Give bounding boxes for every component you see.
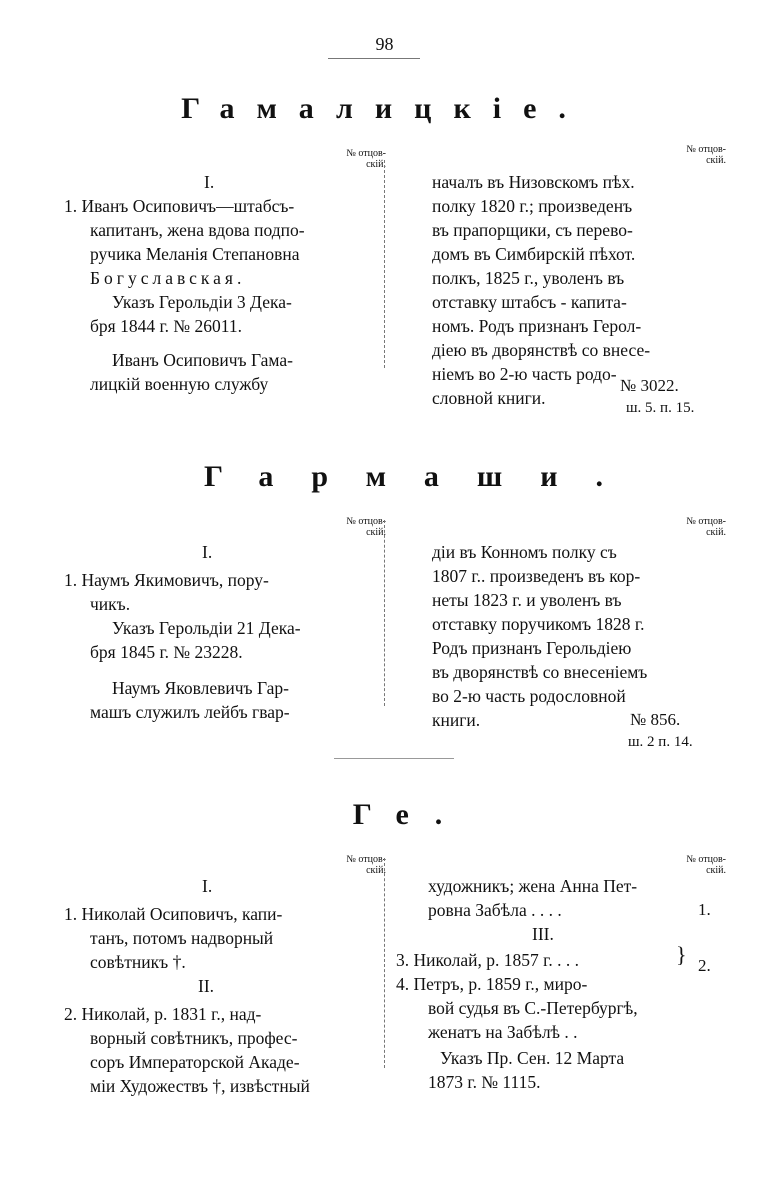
text-line: 2. Николай, р. 1831 г., над-: [64, 1004, 262, 1024]
column-marker-left: № отцов- скій.: [346, 148, 386, 170]
text-line: художникъ; жена Анна Пет-: [428, 876, 638, 896]
generation-label: I.: [204, 172, 215, 192]
text-line: соръ Императорской Акаде-: [90, 1052, 300, 1072]
text-line: 1873 г. № 1115.: [428, 1072, 541, 1092]
text-line: ніемъ во 2-ю часть родо-: [432, 364, 617, 384]
brace: }: [676, 942, 687, 967]
generation-label: I.: [202, 876, 213, 896]
generation-label: III.: [532, 924, 554, 944]
text-line: капитанъ, жена вдова подпо-: [90, 220, 305, 240]
text-line: 1. Наумъ Якимовичъ, пору-: [64, 570, 269, 590]
section-separator: [334, 758, 454, 759]
text-line: отставку штабсъ - капита-: [432, 292, 627, 312]
section-left-column: [64, 170, 374, 396]
shelf-reference: ш. 5. п. 15.: [626, 400, 695, 416]
text-line: въ прапорщики, съ перево-: [432, 220, 633, 240]
generation-label: I.: [202, 542, 213, 562]
text-line: въ дворянствѣ со внесеніемъ: [432, 662, 648, 682]
page-number-rule: [328, 58, 420, 59]
descent-number: 2.: [698, 956, 711, 975]
section-title-ge: Ге.: [352, 798, 469, 831]
text-line: діею въ дворянствѣ со внесе-: [432, 340, 651, 360]
section-left-column: [64, 540, 374, 724]
text-line: началъ въ Низовскомъ пѣх.: [432, 172, 635, 192]
column-marker-left: № отцов- скій.: [346, 854, 386, 876]
text-line: ровна Забѣла . . . .: [428, 900, 562, 920]
text-line: 1. Николай Осиповичъ, капи-: [64, 904, 283, 924]
text-line: домъ въ Симбирскій пѣхот.: [432, 244, 636, 264]
descent-number: 1.: [698, 900, 711, 919]
page-number: 98: [375, 34, 394, 54]
text-line: 4. Петръ, р. 1859 г., миро-: [396, 974, 588, 994]
column-marker-right: № отцов- скій.: [686, 144, 726, 166]
text-line: діи въ Конномъ полку съ: [432, 542, 617, 562]
column-marker-left: № отцов- скій.: [346, 516, 386, 538]
text-line: номъ. Родъ признанъ Герол-: [432, 316, 642, 336]
text-line: Иванъ Осиповичъ Гама-: [112, 350, 293, 370]
text-line: Богуславская.: [90, 268, 246, 288]
section-left-column: [64, 874, 374, 1098]
text-line: Указъ Герольдіи 21 Дека-: [112, 618, 301, 638]
text-line: отставку поручикомъ 1828 г.: [432, 614, 645, 634]
generation-label: II.: [198, 976, 215, 996]
text-line: Указъ Герольдіи 3 Дека-: [112, 292, 292, 312]
section-title-garmashi: Гармаши.: [203, 460, 642, 493]
text-line: совѣтникъ †.: [90, 952, 186, 972]
column-divider: [384, 520, 385, 706]
text-line: книги.: [432, 710, 481, 730]
text-line: міи Художествъ †, извѣстный: [90, 1076, 310, 1096]
column-divider: [384, 858, 385, 1068]
text-line: 3. Николай, р. 1857 г. . . .: [396, 950, 579, 970]
text-line: ворный совѣтникъ, профес-: [90, 1028, 298, 1048]
text-line: полкъ, 1825 г., уволенъ въ: [432, 268, 625, 288]
text-line: лицкій военную службу: [90, 374, 269, 394]
text-line: Наумъ Яковлевичъ Гар-: [112, 678, 289, 698]
text-line: танъ, потомъ надворный: [90, 928, 274, 948]
text-line: Указъ Пр. Сен. 12 Марта: [440, 1048, 625, 1068]
text-line: чикъ.: [90, 594, 131, 614]
column-divider: [384, 160, 385, 368]
text-line: женатъ на Забѣлѣ . .: [428, 1022, 578, 1042]
text-line: во 2-ю часть родословной: [432, 686, 626, 706]
text-line: словной книги.: [432, 388, 546, 408]
section-right-column: [432, 540, 682, 732]
text-line: бря 1845 г. № 23228.: [90, 642, 243, 662]
column-marker-right: № отцов- скій.: [686, 854, 726, 876]
text-line: бря 1844 г. № 26011.: [90, 316, 242, 336]
section-right-column: [396, 874, 686, 1094]
section-title-gamalitskie: Гамалицкіе.: [181, 92, 588, 125]
registry-number: № 3022.: [620, 376, 679, 395]
text-line: 1807 г.. произведенъ въ кор-: [432, 566, 641, 586]
column-marker-right: № отцов- скій.: [686, 516, 726, 538]
text-line: полку 1820 г.; произведенъ: [432, 196, 633, 216]
shelf-reference: ш. 2 п. 14.: [628, 734, 693, 750]
text-line: вой судья въ С.-Петербургѣ,: [428, 998, 638, 1018]
text-line: ручика Меланія Степановна: [90, 244, 300, 264]
text-line: машъ служилъ лейбъ гвар-: [90, 702, 290, 722]
registry-number: № 856.: [630, 710, 681, 729]
text-line: неты 1823 г. и уволенъ въ: [432, 590, 622, 610]
section-right-column: [432, 170, 676, 410]
text-line: 1. Иванъ Осиповичъ—штабсъ-: [64, 196, 295, 216]
text-line: Родъ признанъ Герольдіею: [432, 638, 632, 658]
